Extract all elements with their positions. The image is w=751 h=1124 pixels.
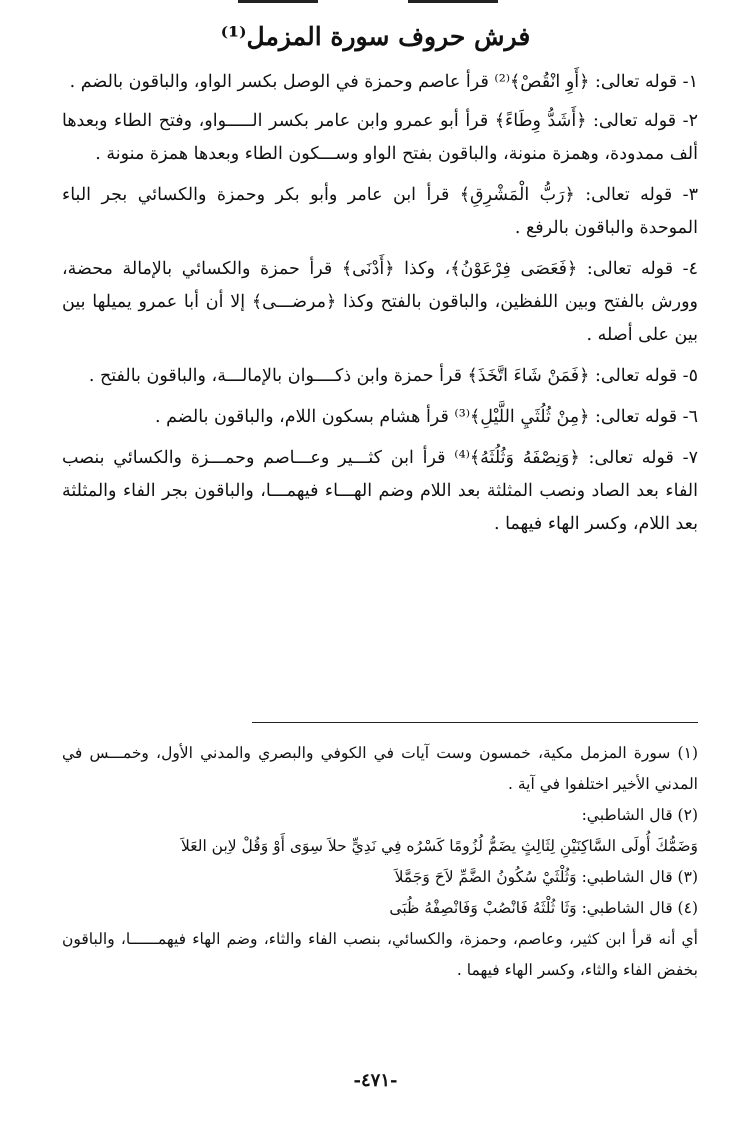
main-text [62, 66, 698, 549]
page-title: فرش حروف سورة المزمل⁽¹⁾ [220, 22, 531, 51]
footnote-separator [252, 722, 698, 723]
footnote-4-explanation: أي أنه قرأ ابن كثير، وعاصم، وحمزة، والكسائي، بنصب الفاء والثاء، وضم الهاء فيهمــــــا، والباقون بخفض الفاء والثاء، وكسر الهاء فيهما . [62, 930, 698, 979]
paragraph-6: ٦- قوله تعالى: ﴿مِنْ ثُلُثَيِ اللَّيْلِ﴾⁽³⁾ قرأ هشام بسكون اللام، والباقون بالضم . [154, 407, 698, 427]
footnote-2: (٢) قال الشاطبي: [581, 806, 698, 824]
paragraph-3: ٣- قوله تعالى: ﴿رَبُّ الْمَشْرِقِ﴾ قرأ ابن عامر وأبو بكر وحمزة والكسائي بجر الباء الموحدة والباقون بالرفع . [62, 185, 698, 238]
footnote-4: (٤) قال الشاطبي: وَثَا ثُلْثَهُ فَانْصُبْ وَفَانْصِفْهُ ظُبَى [389, 899, 698, 917]
page-number: -٤٧١- [353, 1070, 398, 1091]
top-decorative-rule [238, 0, 318, 3]
footnote-1: (١) سورة المزمل مكية، خمسون وست آيات في الكوفي والبصري والمدني الأول، وخمـــس في المدني الأخير اختلفوا في آية . [62, 744, 698, 793]
paragraph-4: ٤- قوله تعالى: ﴿فَعَصَى فِرْعَوْنُ﴾، وكذا ﴿أَدْنَى﴾ قرأ حمزة والكسائي بالإمالة محضة، وورش بالفتح وبين اللفظين، والباقون بالفتح وكذا ﴿مرضـــى﴾ إلا أن أبا عمرو يميلها بين بين على أصله . [62, 259, 698, 345]
paragraph-2: ٢- قوله تعالى: ﴿أَشَدُّ وِطَاءً﴾ قرأ أبو عمرو وابن عامر بكسر الـــــواو، وفتح الطاء وبعدها ألف ممدودة، وهمزة منونة، والباقون بفتح الواو وســـكون الطاء وبعدها همزة منونة . [62, 111, 698, 164]
footnotes [62, 738, 698, 986]
paragraph-5: ٥- قوله تعالى: ﴿فَمَنْ شَاءَ اتَّخَذَ﴾ قرأ حمزة وابن ذكــــوان بالإمالـــة، والباقون بالفتح . [88, 366, 698, 386]
top-decorative-rule [408, 0, 498, 3]
paragraph-1: ١- قوله تعالى: ﴿أَوِ انْقُصْ﴾⁽²⁾ قرأ عاصم وحمزة في الوصل بكسر الواو، والباقون بالضم . [69, 72, 698, 92]
paragraph-7: ٧- قوله تعالى: ﴿وَنِصْفَهُ وَثُلُثَهُ﴾⁽⁴⁾ قرأ ابن كثـــير وعـــاصم وحمـــزة والكسائي بنصب الفاء بعد الصاد ونصب المثلثة بعد اللام وضم الهـــاء فيهمـــا، والباقون بجر الفاء والمثلثة بعد اللام، وكسر الهاء فيهما . [62, 448, 698, 534]
footnote-2-verse: وَضَمُّكَ أُولَى السَّاكِنَيْنِ لِثَالِثٍ يضَمُّ لُزُومًا كَسْرُه فِي نَدِيٍّ حلاَ سِوَى أَوْ وَقُلْ لاِبن العَلاَ [181, 837, 698, 855]
footnote-3: (٣) قال الشاطبي: وَثُلْثَيْ سُكُونُ الضَّمِّ لاَحَ وَجَمَّلاَ [394, 868, 698, 886]
